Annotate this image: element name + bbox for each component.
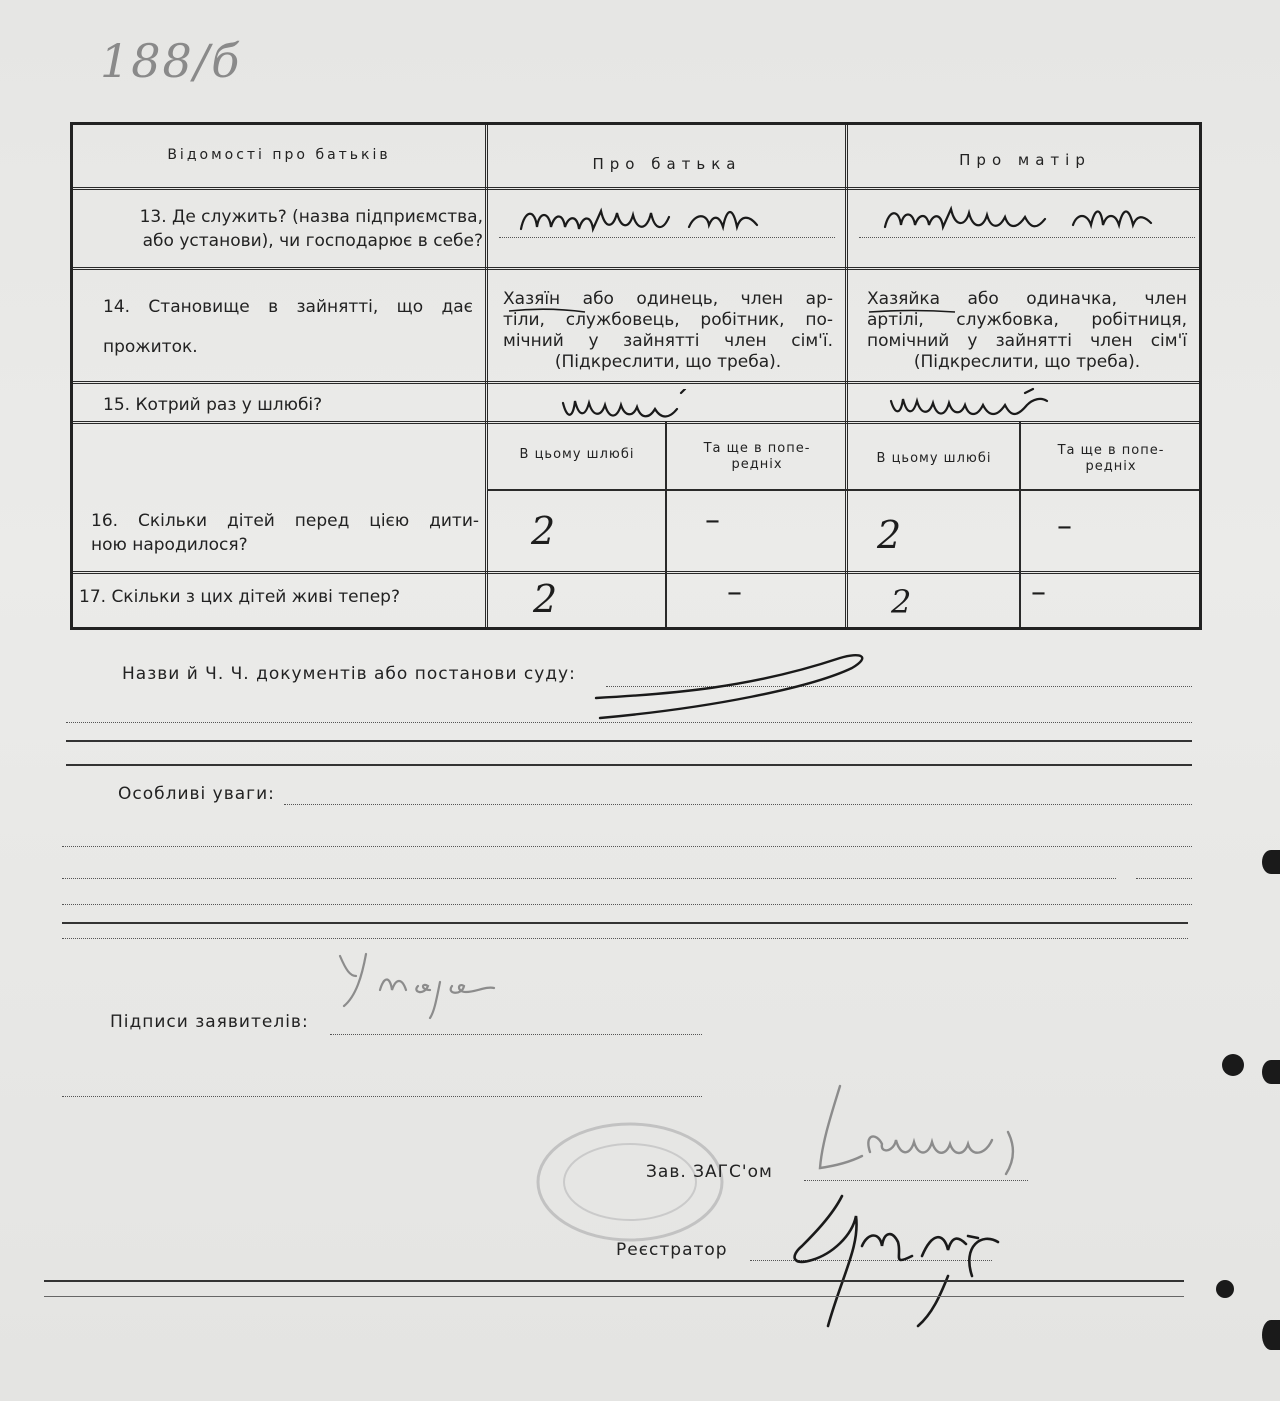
row-14-father-underline — [507, 307, 587, 315]
sub-mother-previous: Та ще в попе- редніх — [1057, 443, 1165, 474]
parents-info-table — [70, 122, 1202, 630]
header-about-father: Про батька — [592, 155, 742, 173]
documents-label: Назви й Ч. Ч. документів або постанови суду: — [122, 664, 576, 684]
applicants-signatures-label: Підписи заявителів: — [110, 1012, 309, 1032]
row-16-father-previous: – — [705, 503, 720, 538]
row-13-father-handwriting — [513, 201, 813, 241]
binding-hole — [1262, 1320, 1280, 1350]
documents-dash-strike — [590, 648, 880, 724]
row-17-mother-current: 2 — [891, 583, 912, 621]
registrar-label: Реєстратор — [616, 1240, 728, 1260]
row-17-question: 17. Скільки з цих дітей живі тепер? — [79, 587, 400, 607]
zags-head-label: Зав. ЗАГС'ом — [646, 1162, 773, 1182]
row-14-mother-underline — [867, 308, 957, 316]
row-13-mother-handwriting — [877, 201, 1177, 241]
binding-hole — [1262, 850, 1280, 874]
header-about-mother: Про матір — [959, 151, 1091, 169]
header-parents-info: Відомості про батьків — [167, 147, 391, 163]
row-14-mother-options: Хазяйка або одиначка, член артілі, службовка, робітниця, помічний у зайнятті член сім'ї (Підкреслити, що треба). — [867, 289, 1187, 372]
sub-father-in-marriage: В цьому шлюбі — [519, 447, 635, 462]
applicant-signature — [326, 946, 526, 1026]
binding-hole — [1222, 1054, 1244, 1076]
remarks-label: Особливі уваги: — [118, 784, 275, 804]
row-13-question: 13. Де служить? (назва підприємства, або установи), чи господарює в себе? — [139, 207, 483, 251]
row-16-question: 16. Скільки дітей перед цією дити- ною народилося? — [91, 511, 479, 555]
row-15-mother-handwriting — [885, 387, 1065, 423]
row-14-question: 14. Становище в зайнятті, що дає прожиток. — [103, 297, 473, 357]
row-16-mother-previous: – — [1057, 509, 1072, 544]
binding-hole — [1216, 1280, 1234, 1298]
sub-father-previous: Та ще в попе- редніх — [703, 441, 811, 472]
row-17-father-current: 2 — [533, 577, 558, 621]
row-16-mother-current: 2 — [877, 513, 902, 557]
binding-hole — [1262, 1060, 1280, 1084]
row-15-father-handwriting — [557, 389, 727, 425]
registrar-signature — [772, 1176, 1002, 1346]
archive-number: 188/б — [100, 34, 242, 88]
row-14-father-options: Хазяїн або одинець, член ар- тіли, службовець, робітник, по- мічний у зайнятті член сім'ї. (Підкреслити, що треба). — [503, 289, 833, 372]
row-17-father-previous: – — [727, 575, 742, 610]
row-15-question: 15. Котрий раз у шлюбі? — [103, 395, 323, 415]
row-16-father-current: 2 — [531, 509, 556, 553]
row-17-mother-previous: – — [1031, 575, 1046, 610]
sub-mother-in-marriage: В цьому шлюбі — [876, 451, 992, 466]
